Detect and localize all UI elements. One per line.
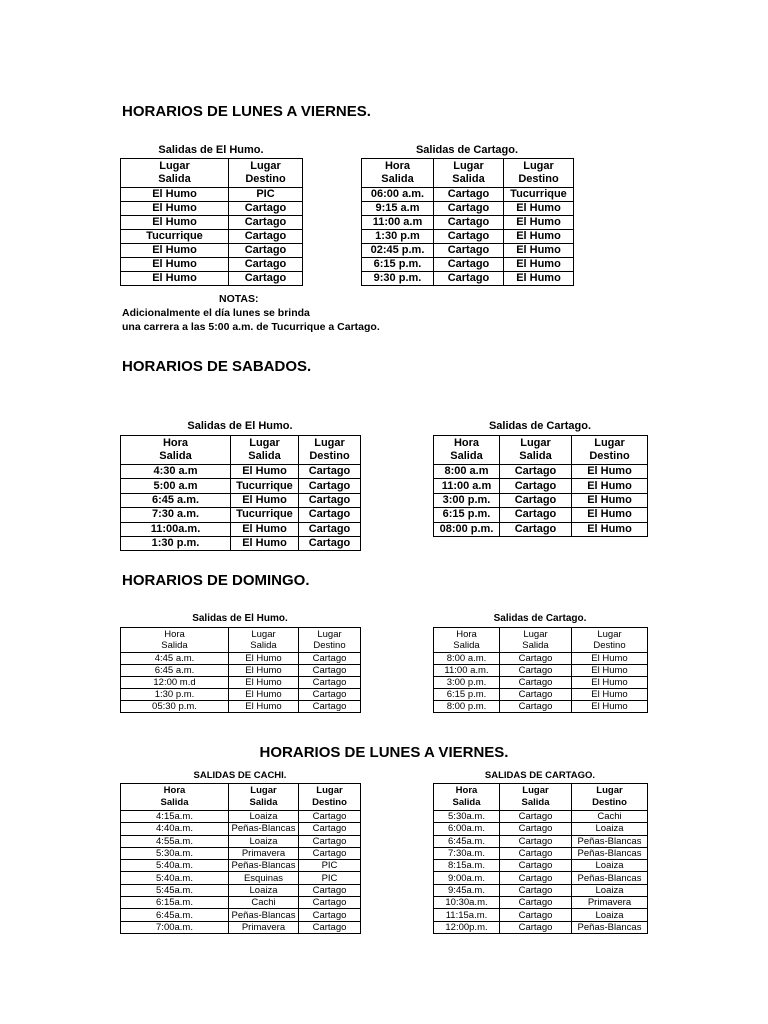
table-cell: El Humo xyxy=(121,202,229,216)
table-cell: El Humo xyxy=(504,272,574,286)
table-cell: 11:15a.m. xyxy=(434,909,500,921)
table-row xyxy=(362,230,574,244)
table-row xyxy=(434,823,648,835)
table-cell: El Humo xyxy=(504,258,574,272)
table-cell: Cartago xyxy=(299,701,361,713)
table-cell: 06:00 a.m. xyxy=(362,188,434,202)
table-cell: El Humo xyxy=(231,493,299,507)
header-row xyxy=(434,628,648,653)
table-cell: 6:45 a.m. xyxy=(121,665,229,677)
table-cell: El Humo xyxy=(572,508,648,522)
table-cell: 8:00 a.m. xyxy=(434,653,500,665)
notes-line: una carrera a las 5:00 a.m. de Tucurrique a Cartago. xyxy=(122,321,380,333)
table-cell: PIC xyxy=(229,188,303,202)
table-cell: El Humo xyxy=(572,665,648,677)
table-cell: Cartago xyxy=(299,847,361,859)
table-cell: El Humo xyxy=(504,202,574,216)
table-row xyxy=(121,811,361,823)
table-cell: Loaiza xyxy=(572,823,648,835)
table-cell: 1:30 p.m. xyxy=(121,536,231,550)
table-cell: El Humo xyxy=(121,258,229,272)
table-cell: Loaiza xyxy=(572,909,648,921)
table-cell: Cartago xyxy=(434,202,504,216)
header-row xyxy=(121,436,361,465)
table-row xyxy=(121,493,361,507)
table-row xyxy=(121,872,361,884)
table-cell: 12:00 m.d xyxy=(121,677,229,689)
table-cell: Cachi xyxy=(229,897,299,909)
table-cell: Cartago xyxy=(299,465,361,479)
table-cell: El Humo xyxy=(229,653,299,665)
table-cell: Cartago xyxy=(229,244,303,258)
table-cell: El Humo xyxy=(572,465,648,479)
table-cell: Peñas-Blancas xyxy=(229,860,299,872)
table-row xyxy=(121,835,361,847)
table-cell: 7:30 a.m. xyxy=(121,508,231,522)
table-cell: El Humo xyxy=(231,536,299,550)
table-row xyxy=(362,202,574,216)
table-row xyxy=(121,653,361,665)
table-cell: Primavera xyxy=(229,847,299,859)
caption-salidas-cachi: SALIDAS DE CACHI. xyxy=(193,770,287,781)
table-cell: 8:15a.m. xyxy=(434,860,500,872)
table-cell: Cartago xyxy=(434,244,504,258)
table-cell: 1:30 p.m xyxy=(362,230,434,244)
table-row xyxy=(362,244,574,258)
table-cell: Peñas-Blancas xyxy=(572,847,648,859)
table-cell: Cartago xyxy=(500,508,572,522)
table-cell: Cartago xyxy=(500,909,572,921)
table-row xyxy=(434,811,648,823)
header-row xyxy=(121,159,303,188)
table-cell: 12:00p.m. xyxy=(434,921,500,933)
table-cell: 6:45 a.m. xyxy=(121,493,231,507)
table-cell: Peñas-Blancas xyxy=(572,921,648,933)
table-cell: Peñas-Blancas xyxy=(229,823,299,835)
table-cell: Cartago xyxy=(500,689,572,701)
table-cell: Tucurrique xyxy=(504,188,574,202)
table-cell: Cartago xyxy=(299,479,361,493)
table-row xyxy=(434,835,648,847)
table-cell: El Humo xyxy=(504,216,574,230)
table-row xyxy=(121,244,303,258)
table-row xyxy=(121,230,303,244)
table-cell: 11:00 a.m xyxy=(362,216,434,230)
header-row xyxy=(434,784,648,811)
table-cell: Cartago xyxy=(229,202,303,216)
table-cell: El Humo xyxy=(121,216,229,230)
caption-salidas-el-humo: Salidas de El Humo. xyxy=(192,613,288,624)
header-row xyxy=(121,628,361,653)
table-cell: El Humo xyxy=(229,677,299,689)
table-row xyxy=(121,884,361,896)
table-row xyxy=(434,847,648,859)
table-cell: Peñas-Blancas xyxy=(229,909,299,921)
table-cell: 6:45a.m. xyxy=(121,909,229,921)
caption-salidas-cartago: SALIDAS DE CARTAGO. xyxy=(484,770,596,781)
table-cell: 9:45a.m. xyxy=(434,884,500,896)
table-cell: Cartago xyxy=(500,847,572,859)
table-cell: Cartago xyxy=(299,508,361,522)
table-cell: 4:40a.m. xyxy=(121,823,229,835)
table-cell: Cartago xyxy=(500,921,572,933)
table-row xyxy=(121,921,361,933)
table-row xyxy=(434,689,648,701)
table-cell: Cartago xyxy=(500,522,572,536)
table-cell: Cartago xyxy=(500,465,572,479)
table-row xyxy=(434,522,648,536)
column-header: Hora Salida xyxy=(434,784,500,811)
column-header: Hora Salida xyxy=(434,436,500,465)
table-cell: Primavera xyxy=(572,897,648,909)
table-cell: 5:30a.m. xyxy=(434,811,500,823)
column-header: Lugar Destino xyxy=(504,159,574,188)
table-cell: Cartago xyxy=(434,216,504,230)
table-row xyxy=(434,897,648,909)
table-cell: Cartago xyxy=(229,216,303,230)
table-cell: 5:45a.m. xyxy=(121,884,229,896)
table-cell: El Humo xyxy=(572,689,648,701)
table-row xyxy=(434,701,648,713)
table-cell: El Humo xyxy=(231,465,299,479)
table-cell: 7:00a.m. xyxy=(121,921,229,933)
column-header: Lugar Destino xyxy=(229,159,303,188)
table-cell: 4:15a.m. xyxy=(121,811,229,823)
schedule-table xyxy=(120,435,361,551)
column-header: Lugar Salida xyxy=(434,159,504,188)
table-cell: 08:00 p.m. xyxy=(434,522,500,536)
table-row xyxy=(121,508,361,522)
table-cell: El Humo xyxy=(121,188,229,202)
column-header: Hora Salida xyxy=(121,628,229,653)
table-cell: Cartago xyxy=(500,897,572,909)
table-row xyxy=(121,479,361,493)
table-cell: Peñas-Blancas xyxy=(572,835,648,847)
table-cell: Cachi xyxy=(572,811,648,823)
schedule-table xyxy=(120,158,303,286)
table-cell: Cartago xyxy=(299,677,361,689)
table-cell: 10:30a.m. xyxy=(434,897,500,909)
table-cell: Cartago xyxy=(299,921,361,933)
table-cell: Cartago xyxy=(299,823,361,835)
caption-salidas-cartago: Salidas de Cartago. xyxy=(415,144,519,156)
table-cell: 3:00 p.m. xyxy=(434,677,500,689)
table-cell: Loaiza xyxy=(572,884,648,896)
notes-title: NOTAS: xyxy=(219,293,259,305)
table-row xyxy=(121,701,361,713)
table-cell: Cartago xyxy=(299,897,361,909)
header-row xyxy=(362,159,574,188)
table-cell: El Humo xyxy=(572,479,648,493)
table-cell: El Humo xyxy=(572,677,648,689)
table-cell: Cartago xyxy=(434,188,504,202)
table-row xyxy=(434,677,648,689)
table-cell: Cartago xyxy=(434,258,504,272)
table-cell: 4:30 a.m xyxy=(121,465,231,479)
table-cell: Cartago xyxy=(299,811,361,823)
table-cell: El Humo xyxy=(504,244,574,258)
table-cell: Cartago xyxy=(500,653,572,665)
table-cell: 1:30 p.m. xyxy=(121,689,229,701)
table-cell: 9:30 p.m. xyxy=(362,272,434,286)
table-row xyxy=(362,188,574,202)
table-cell: Cartago xyxy=(434,272,504,286)
table-cell: 6:15a.m. xyxy=(121,897,229,909)
table-row xyxy=(121,536,361,550)
table-row xyxy=(121,188,303,202)
column-header: Lugar Salida xyxy=(229,628,299,653)
table-cell: Cartago xyxy=(500,677,572,689)
table-row xyxy=(121,909,361,921)
table-cell: El Humo xyxy=(504,230,574,244)
table-cell: El Humo xyxy=(229,665,299,677)
caption-salidas-el-humo: Salidas de El Humo. xyxy=(158,144,264,156)
column-header: Lugar Destino xyxy=(299,784,361,811)
table-row xyxy=(121,216,303,230)
column-header: Hora Salida xyxy=(121,436,231,465)
section-title-domingo: HORARIOS DE DOMINGO. xyxy=(122,572,310,589)
table-cell: El Humo xyxy=(572,653,648,665)
schedule-table xyxy=(120,783,361,934)
table-cell: Primavera xyxy=(229,921,299,933)
table-cell: El Humo xyxy=(121,244,229,258)
table-cell: Cartago xyxy=(229,272,303,286)
table-cell: Cartago xyxy=(500,701,572,713)
table-cell: 4:55a.m. xyxy=(121,835,229,847)
table-cell: 05:30 p.m. xyxy=(121,701,229,713)
table-cell: Cartago xyxy=(500,860,572,872)
table-cell: Cartago xyxy=(299,536,361,550)
table-cell: Cartago xyxy=(299,665,361,677)
table-row xyxy=(121,465,361,479)
table-cell: Cartago xyxy=(229,230,303,244)
section-title-sabados: HORARIOS DE SABADOS. xyxy=(122,358,312,375)
table-cell: 5:40a.m. xyxy=(121,872,229,884)
column-header: Lugar Destino xyxy=(572,436,648,465)
table-cell: El Humo xyxy=(229,701,299,713)
table-cell: Loaiza xyxy=(229,835,299,847)
table-cell: 3:00 p.m. xyxy=(434,493,500,507)
table-cell: Cartago xyxy=(299,653,361,665)
table-cell: 6:45a.m. xyxy=(434,835,500,847)
column-header: Lugar Destino xyxy=(299,628,361,653)
schedule-table xyxy=(361,158,574,286)
table-cell: Cartago xyxy=(500,479,572,493)
table-cell: Cartago xyxy=(299,884,361,896)
column-header: Lugar Destino xyxy=(572,784,648,811)
caption-salidas-cartago: Salidas de Cartago. xyxy=(493,613,587,624)
table-cell: 9:00a.m. xyxy=(434,872,500,884)
table-cell: 5:40a.m. xyxy=(121,860,229,872)
table-cell: 8:00 a.m xyxy=(434,465,500,479)
caption-salidas-cartago: Salidas de Cartago. xyxy=(488,420,592,432)
section-title-lunes-viernes-2: HORARIOS DE LUNES A VIERNES. xyxy=(259,744,509,761)
schedule-table xyxy=(120,627,361,713)
table-cell: El Humo xyxy=(572,493,648,507)
table-cell: Esquinas xyxy=(229,872,299,884)
table-cell: 02:45 p.m. xyxy=(362,244,434,258)
table-cell: Cartago xyxy=(500,493,572,507)
table-row xyxy=(121,689,361,701)
table-row xyxy=(434,479,648,493)
table-row xyxy=(362,258,574,272)
table-row xyxy=(434,665,648,677)
table-cell: El Humo xyxy=(121,272,229,286)
table-cell: Loaiza xyxy=(572,860,648,872)
table-row xyxy=(121,847,361,859)
table-row xyxy=(434,465,648,479)
table-row xyxy=(121,860,361,872)
table-cell: El Humo xyxy=(231,522,299,536)
table-cell: Cartago xyxy=(299,835,361,847)
column-header: Lugar Salida xyxy=(500,784,572,811)
table-cell: Tucurrique xyxy=(231,479,299,493)
table-row xyxy=(434,653,648,665)
table-cell: El Humo xyxy=(229,689,299,701)
table-cell: 6:15 p.m. xyxy=(434,508,500,522)
table-cell: Cartago xyxy=(299,493,361,507)
header-row xyxy=(434,436,648,465)
section-title-lunes-viernes-1: HORARIOS DE LUNES A VIERNES. xyxy=(122,103,371,120)
column-header: Hora Salida xyxy=(434,628,500,653)
table-cell: El Humo xyxy=(572,522,648,536)
table-cell: 11:00 a.m. xyxy=(434,665,500,677)
column-header: Lugar Salida xyxy=(500,628,572,653)
schedule-table xyxy=(433,627,648,713)
table-row xyxy=(121,897,361,909)
column-header: Hora Salida xyxy=(362,159,434,188)
table-cell: El Humo xyxy=(572,701,648,713)
table-cell: Cartago xyxy=(500,835,572,847)
table-cell: PIC xyxy=(299,872,361,884)
table-row xyxy=(121,665,361,677)
table-cell: 11:00a.m. xyxy=(121,522,231,536)
table-cell: Tucurrique xyxy=(231,508,299,522)
table-cell: PIC xyxy=(299,860,361,872)
table-cell: Cartago xyxy=(500,665,572,677)
table-row xyxy=(121,272,303,286)
table-cell: Cartago xyxy=(500,811,572,823)
table-cell: 4:45 a.m. xyxy=(121,653,229,665)
table-row xyxy=(121,677,361,689)
table-row xyxy=(434,508,648,522)
table-row xyxy=(434,909,648,921)
table-cell: Cartago xyxy=(299,689,361,701)
column-header: Lugar Salida xyxy=(500,436,572,465)
table-cell: Peñas-Blancas xyxy=(572,872,648,884)
table-cell: Loaiza xyxy=(229,811,299,823)
table-row xyxy=(434,884,648,896)
table-row xyxy=(121,522,361,536)
table-row xyxy=(434,872,648,884)
column-header: Lugar Salida xyxy=(229,784,299,811)
column-header: Lugar Destino xyxy=(572,628,648,653)
header-row xyxy=(121,784,361,811)
table-cell: Cartago xyxy=(434,230,504,244)
table-cell: 7:30a.m. xyxy=(434,847,500,859)
table-cell: 9:15 a.m xyxy=(362,202,434,216)
table-row xyxy=(121,258,303,272)
table-row xyxy=(434,921,648,933)
column-header: Hora Salida xyxy=(121,784,229,811)
table-cell: Cartago xyxy=(500,823,572,835)
table-cell: 8:00 p.m. xyxy=(434,701,500,713)
table-cell: Tucurrique xyxy=(121,230,229,244)
table-cell: Cartago xyxy=(299,909,361,921)
table-row xyxy=(362,216,574,230)
table-row xyxy=(121,202,303,216)
column-header: Lugar Salida xyxy=(121,159,229,188)
table-cell: Loaiza xyxy=(229,884,299,896)
caption-salidas-el-humo: Salidas de El Humo. xyxy=(187,420,293,432)
table-cell: 11:00 a.m xyxy=(434,479,500,493)
table-cell: 5:00 a.m xyxy=(121,479,231,493)
table-row xyxy=(434,860,648,872)
table-cell: 6:15 p.m. xyxy=(362,258,434,272)
table-cell: Cartago xyxy=(229,258,303,272)
table-cell: Cartago xyxy=(299,522,361,536)
table-row xyxy=(121,823,361,835)
table-cell: 6:15 p.m. xyxy=(434,689,500,701)
table-row xyxy=(362,272,574,286)
table-cell: Cartago xyxy=(500,884,572,896)
table-cell: 5:30a.m. xyxy=(121,847,229,859)
notes-line: Adicionalmente el día lunes se brinda xyxy=(122,307,310,319)
schedule-table xyxy=(433,435,648,537)
column-header: Lugar Salida xyxy=(231,436,299,465)
table-cell: Cartago xyxy=(500,872,572,884)
schedule-table xyxy=(433,783,648,934)
table-cell: 6:00a.m. xyxy=(434,823,500,835)
table-row xyxy=(434,493,648,507)
column-header: Lugar Destino xyxy=(299,436,361,465)
